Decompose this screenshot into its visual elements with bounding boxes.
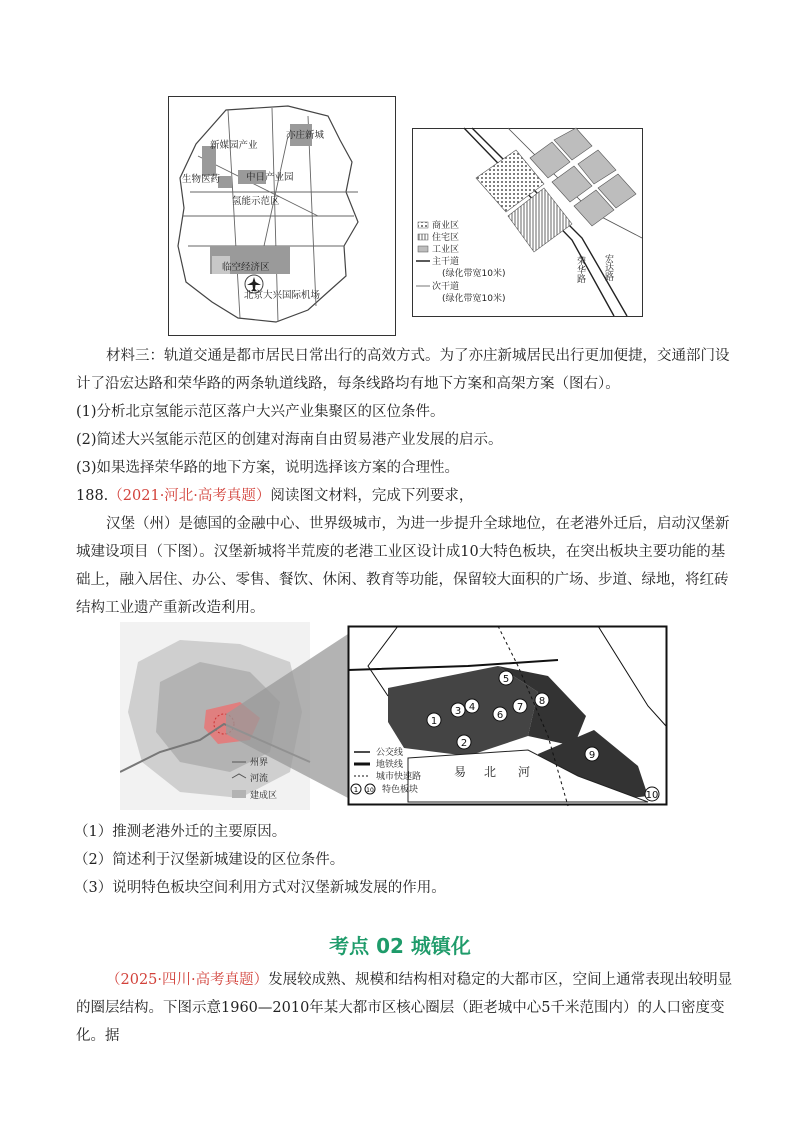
q188-number: 188. [76, 488, 109, 504]
hafencity-map [348, 626, 667, 806]
legend-industrial: 工业区 [432, 245, 460, 255]
legend-feature-block: 特色板块 [382, 785, 419, 795]
legend-state-border: 州界 [250, 758, 269, 768]
legend-minor-road-note: (绿化带宽10米) [442, 294, 506, 304]
q189-body: 发展较成熟、规模和结构相对稳定的大都市区，空间上通常表现出较明显的圈层结构。下图示意1960—2010年某大都市区核心圈层（距老城中心5千米范围内）的人口密度变化。据 [76, 972, 733, 1044]
q188-body: 汉堡（州）是德国的金融中心、世界级城市，为进一步提升全球地位，在老港外迁后，启动汉堡新城建设项目（下图）。汉堡新城将半荒废的老港工业区设计成10大特色板块，在突出板块主要功能的基础上，融入居住、办公、零售、餐饮、休闲、教育等功能，保留较大面积的广场、步道、绿地，将红砖结构工业遗产重新改造利用。 [76, 516, 730, 616]
q188-header [76, 482, 736, 510]
right-map [413, 128, 643, 317]
legend-commercial: 商业区 [432, 221, 460, 231]
label-qingneng: 氢能示范区 [232, 196, 280, 207]
q187-item-3: (3)如果选择荣华路的地下方案，说明选择该方案的合理性。 [76, 460, 460, 476]
legend-main-road: 主干道 [432, 257, 460, 267]
q187-item-2: (2)简述大兴氢能示范区的创建对海南自由贸易港产业发展的启示。 [76, 432, 503, 448]
label-shengwu: 生物医药 [182, 174, 221, 185]
q188-item-3: （3）说明特色板块空间利用方式对汉堡新城发展的作用。 [74, 880, 446, 896]
figure-hamburg-maps [120, 622, 674, 810]
q188-prompt: 阅读图文材料，完成下列要求， [270, 488, 474, 504]
block-9: 9 [588, 750, 596, 761]
legend-built-area: 建成区 [250, 791, 278, 801]
q189-paragraph [76, 966, 736, 1050]
q189-source: （2025·四川·高考真题） [106, 972, 269, 988]
legend-minor-road: 次干道 [432, 282, 460, 292]
q188-item-2: （2）简述利于汉堡新城建设的区位条件。 [74, 852, 345, 868]
q188-item-1: （1）推测老港外迁的主要原因。 [74, 824, 287, 840]
block-7: 7 [516, 702, 524, 713]
block-2: 2 [460, 738, 468, 749]
section-title: 考点 02 城镇化 [329, 934, 471, 958]
label-linkong: 临空经济区 [222, 262, 270, 273]
legend-expressway: 城市快速路 [376, 772, 422, 782]
block-10: 10 [645, 790, 659, 801]
label-airport: 北京大兴国际机场 [244, 290, 321, 301]
label-xinyuan: 新媒园产业 [210, 140, 258, 151]
material3-text: 材料三：轨道交通是都市居民日常出行的高效方式。为了亦庄新城居民出行更加便捷，交通部门设计了沿宏达路和荣华路的两条轨道线路，每条线路均有地下方案和高架方案（图右）。 [76, 348, 730, 392]
legend-range-end: 10 [366, 787, 374, 794]
road-hongda-label: 宏达路 [603, 254, 613, 281]
legend-range-start: 1 [353, 786, 359, 794]
legend-metro: 地铁线 [376, 760, 404, 770]
zone-shengwu-2 [218, 176, 232, 188]
road-ronghua-label: 荣华路 [575, 256, 585, 283]
label-yizhuang: 亦庄新城 [286, 130, 325, 141]
q188-source: （2021·河北·高考真题） [108, 488, 271, 504]
block-6: 6 [496, 710, 504, 721]
block-4: 4 [468, 702, 476, 713]
block-8: 8 [538, 696, 546, 707]
block-3: 3 [454, 706, 462, 717]
river-char-3: 河 [518, 765, 531, 779]
river-char-2: 北 [484, 765, 497, 779]
legend-river: 河流 [250, 774, 269, 784]
block-5: 5 [502, 674, 510, 685]
label-zhongri: 中日产业园 [246, 172, 294, 183]
figure-beijing-maps [168, 96, 644, 336]
block-1: 1 [430, 716, 438, 727]
legend-main-road-note: (绿化带宽10米) [442, 269, 506, 279]
legend-residential: 住宅区 [432, 233, 460, 243]
q187-item-1: (1)分析北京氢能示范区落户大兴产业集聚区的区位条件。 [76, 404, 445, 420]
river-char-1: 易 [454, 765, 467, 779]
legend-bus: 公交线 [376, 748, 404, 758]
